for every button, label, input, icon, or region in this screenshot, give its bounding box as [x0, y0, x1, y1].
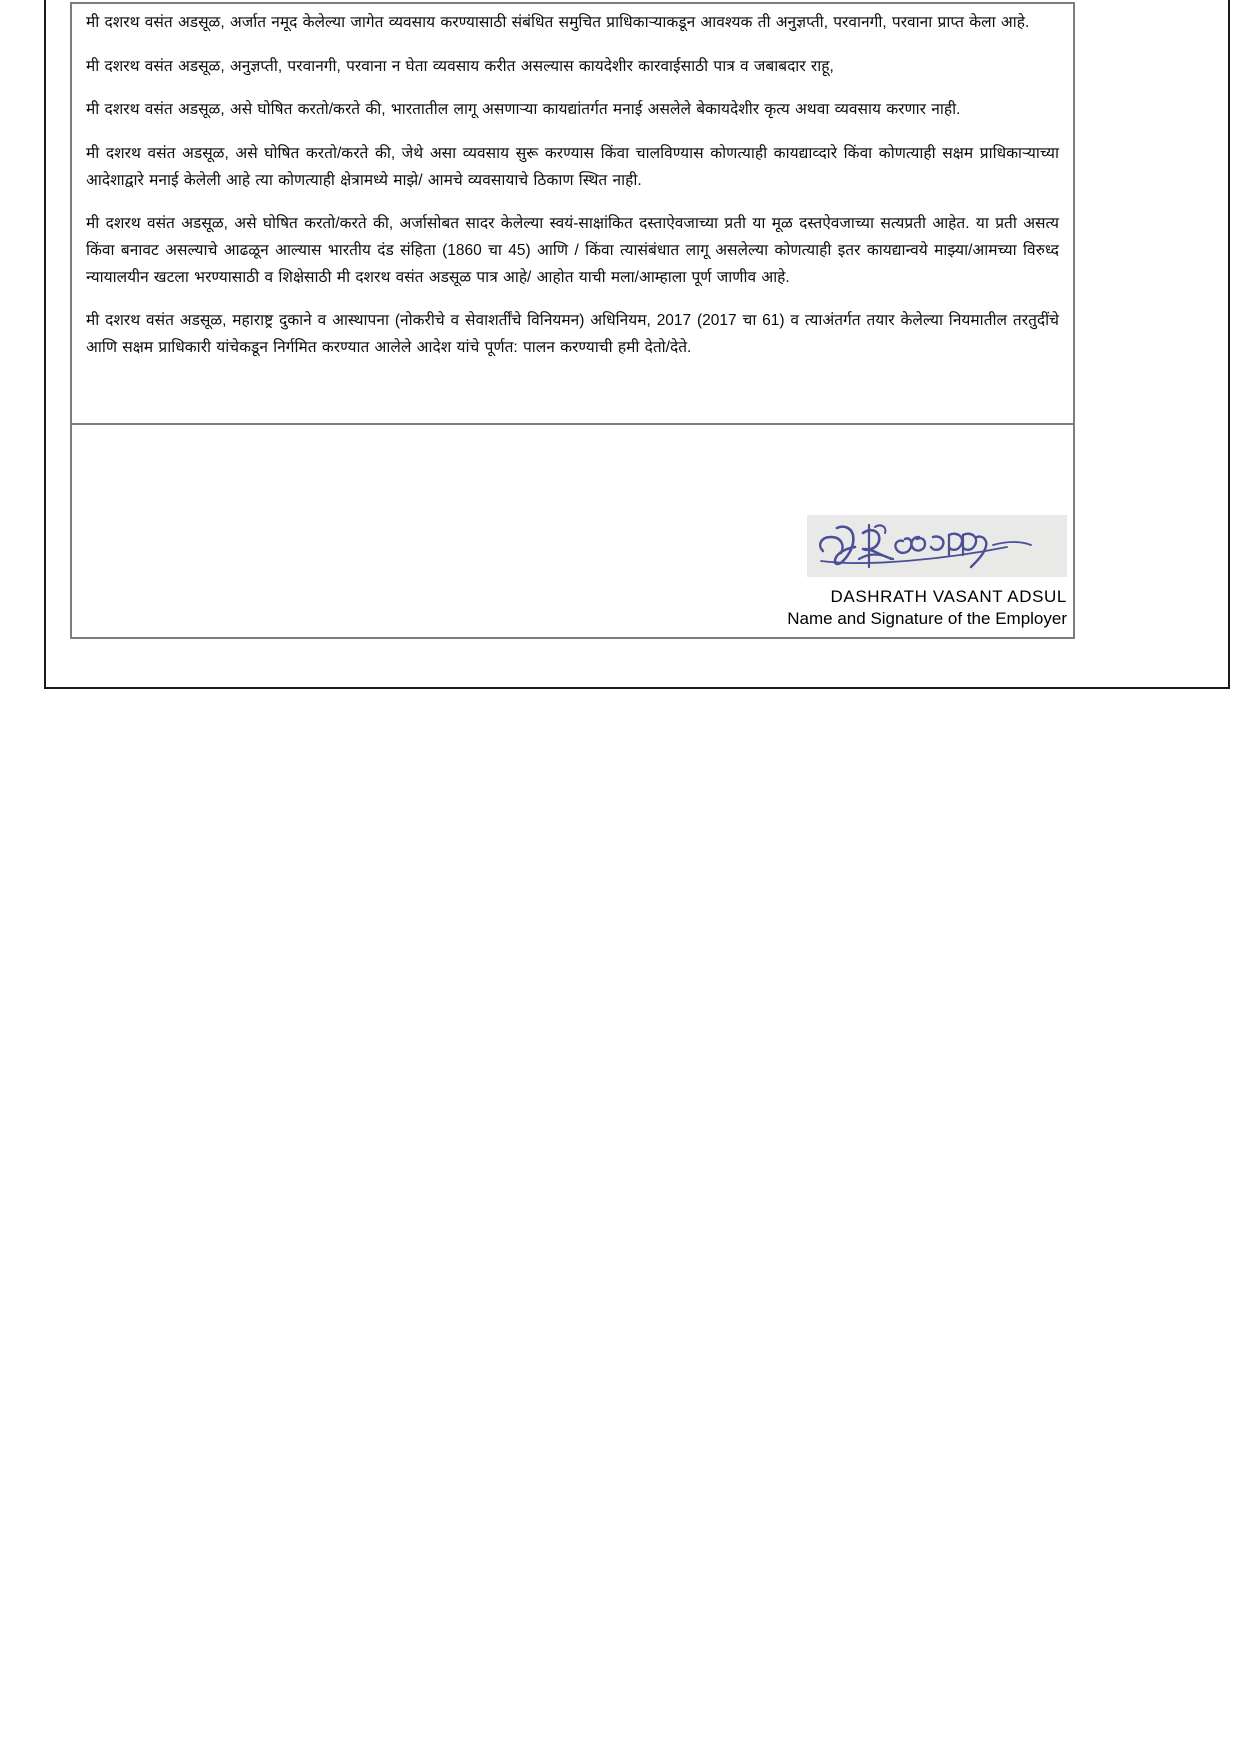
signature-caption: Name and Signature of the Employer [787, 608, 1067, 628]
declaration-body-cell [72, 4, 1073, 425]
declaration-paragraph-1: मी दशरथ वसंत अडसूळ, अर्जात नमूद केलेल्या जागेत व्यवसाय करण्यासाठी संबंधित समुचित प्राधिकाऱ्याकडून आवश्यक ती अनुज्ञप्ती, परवानगी, परवाना प्राप्त केला आहे. [86, 14, 1030, 31]
employer-name: DASHRATH VASANT ADSUL [830, 586, 1067, 606]
declaration-paragraph-6: मी दशरथ वसंत अडसूळ, महाराष्ट्र दुकाने व आस्थापना (नोकरीचे व सेवाशर्तींचे विनियमन) अधिनियम, 2017 (2017 चा 61) व त्याअंतर्गत तयार केलेल्या नियमातील तरतुदींचे आणि सक्षम प्राधिकारी यांचेकडून निर्गमित करण्यात आलेले आदेश यांचे पूर्णत: पालन करण्याची हमी देतो/देते. [86, 312, 1059, 356]
signature-image [807, 515, 1067, 577]
page-frame [44, 0, 1230, 689]
declaration-paragraph-5: मी दशरथ वसंत अडसूळ, असे घोषित करतो/करते की, अर्जासोबत सादर केलेल्या स्वयं-साक्षांकित दस्ताऐवजाच्या प्रती या मूळ दस्तऐवजाच्या सत्यप्रती आहेत. या प्रती असत्य किंवा बनावट असल्याचे आढळून आल्यास भारतीय दंड संहिता (1860 चा 45) आणि / किंवा त्यासंबंधात लागू असलेल्या कोणत्याही इतर कायद्यान्वये माझ्या/आमच्या विरुध्द न्यायालयीन खटला भरण्यासाठी व शिक्षेसाठी मी दशरथ वसंत अडसूळ पात्र आहे/ आहोत याची मला/आम्हाला पूर्ण जाणीव आहे. [86, 215, 1059, 286]
declaration-paragraph-2: मी दशरथ वसंत अडसूळ, अनुज्ञप्ती, परवानगी, परवाना न घेता व्यवसाय करीत असल्यास कायदेशीर कारवाईसाठी पात्र व जबाबदार राहू, [86, 57, 834, 75]
signature-cell [72, 425, 1073, 637]
declaration-paragraph-3: मी दशरथ वसंत अडसूळ, असे घोषित करतो/करते की, भारतातील लागू असणाऱ्या कायद्यांतर्गत मनाई असलेले बेकायदेशीर कृत्य अथवा व्यवसाय करणार नाही. [86, 101, 961, 119]
signature-ink-icon [807, 515, 1067, 577]
signature-block [587, 515, 1067, 630]
declaration-table [70, 2, 1075, 639]
declaration-paragraph-4: मी दशरथ वसंत अडसूळ, असे घोषित करतो/करते की, जेथे असा व्यवसाय सुरू करण्यास किंवा चालविण्यास कोणत्याही कायद्याव्दारे किंवा कोणत्याही सक्षम प्राधिकाऱ्याच्या आदेशाद्वारे मनाई केलेली आहे त्या कोणत्याही क्षेत्रामध्ये माझे/ आमचे व्यवसायाचे ठिकाण स्थित नाही. [86, 144, 1059, 189]
